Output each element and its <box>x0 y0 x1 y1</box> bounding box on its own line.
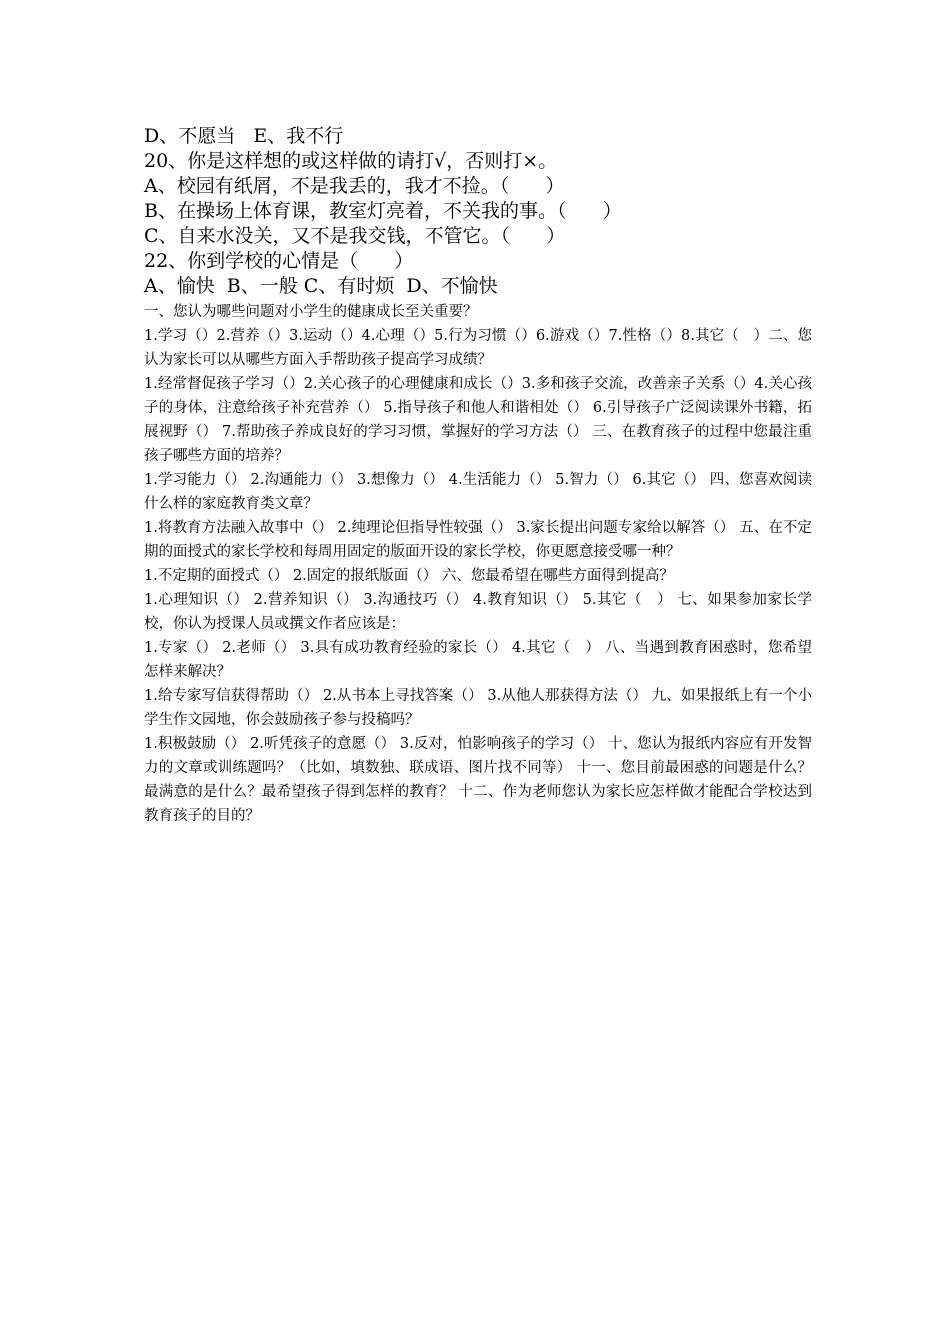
survey-paragraph: 1.将教育方法融入故事中（） 2.纯理论但指导性较强（） 3.家长提出问题专家给以解答（） 五、在不定期的面授式的家长学校和每周用固定的版面开设的家长学校，你更愿意接受哪一种？ <box>144 520 812 560</box>
survey-paragraph: 1.心理知识（） 2.营养知识（） 3.沟通技巧（） 4.教育知识（） 5.其它（ ） 七、如果参加家长学校，你认为授课人员或撰文作者应该是： <box>144 592 812 632</box>
survey-large-section <box>144 124 812 299</box>
survey-paragraph: 1.专家（） 2.老师（） 3.具有成功教育经验的家长（） 4.其它（ ） 八、当遇到教育困惑时，您希望怎样来解决？ <box>144 640 812 680</box>
survey-paragraph: 1.学习（）2.营养（）3.运动（）4.心理（）5.行为习惯（）6.游戏（）7.性格（）8.其它（ ）二、您认为家长可以从哪些方面入手帮助孩子提高学习成绩？ <box>144 328 812 368</box>
survey-paragraph: 一、您认为哪些问题对小学生的健康成长至关重要？ <box>144 304 478 320</box>
survey-paragraph: 1.给专家写信获得帮助（） 2.从书本上寻找答案（） 3.从他人那获得方法（） 九、如果报纸上有一个小学生作文园地，你会鼓励孩子参与投稿吗？ <box>144 688 812 728</box>
document-page <box>144 124 812 828</box>
question-22-options: A、愉快 B、一般 C、有时烦 D、不愉快 <box>144 275 498 297</box>
question-22: 22、你到学校的心情是（ ） <box>144 250 414 272</box>
survey-paragraph: 1.不定期的面授式（） 2.固定的报纸版面（） 六、您最希望在哪些方面得到提高？ <box>144 568 674 584</box>
question-20-item-b: B、在操场上体育课，教室灯亮着，不关我的事。（ ） <box>144 200 622 222</box>
parent-survey-section <box>144 300 812 828</box>
question-20-item-c: C、自来水没关，又不是我交钱，不管它。（ ） <box>144 225 566 247</box>
survey-paragraph: 1.经常督促孩子学习（）2.关心孩子的心理健康和成长（）3.多和孩子交流，改善亲子关系（）4.关心孩子的身体，注意给孩子补充营养（） 5.指导孩子和他人和谐相处（） 6.引导孩子广泛阅读课外书籍，拓展视野（） 7.帮助孩子养成良好的学习习惯，掌握好的学习方法（） 三、在教育孩子的过程中您最注重孩子哪些方面的培养？ <box>144 376 812 464</box>
question-20-item-a: A、校园有纸屑，不是我丢的，我才不捡。（ ） <box>144 175 565 197</box>
survey-paragraph: 1.学习能力（） 2.沟通能力（） 3.想像力（） 4.生活能力（） 5.智力（） 6.其它（） 四、您喜欢阅读什么样的家庭教育类文章？ <box>144 472 812 512</box>
option-line-d-e: D、不愿当 E、我不行 <box>144 125 344 147</box>
question-20: 20、你是这样想的或这样做的请打√，否则打×。 <box>144 150 558 172</box>
survey-paragraph: 1.积极鼓励（） 2.听凭孩子的意愿（） 3.反对，怕影响孩子的学习（） 十、您认为报纸内容应有开发智力的文章或训练题吗？（比如，填数独、联成语、图片找不同等） 十一、您目前最困惑的问题是什么？最满意的是什么？最希望孩子得到怎样的教育？ 十二、作为老师您认为家长应怎样做才能配合学校达到教育孩子的目的？ <box>144 736 812 824</box>
